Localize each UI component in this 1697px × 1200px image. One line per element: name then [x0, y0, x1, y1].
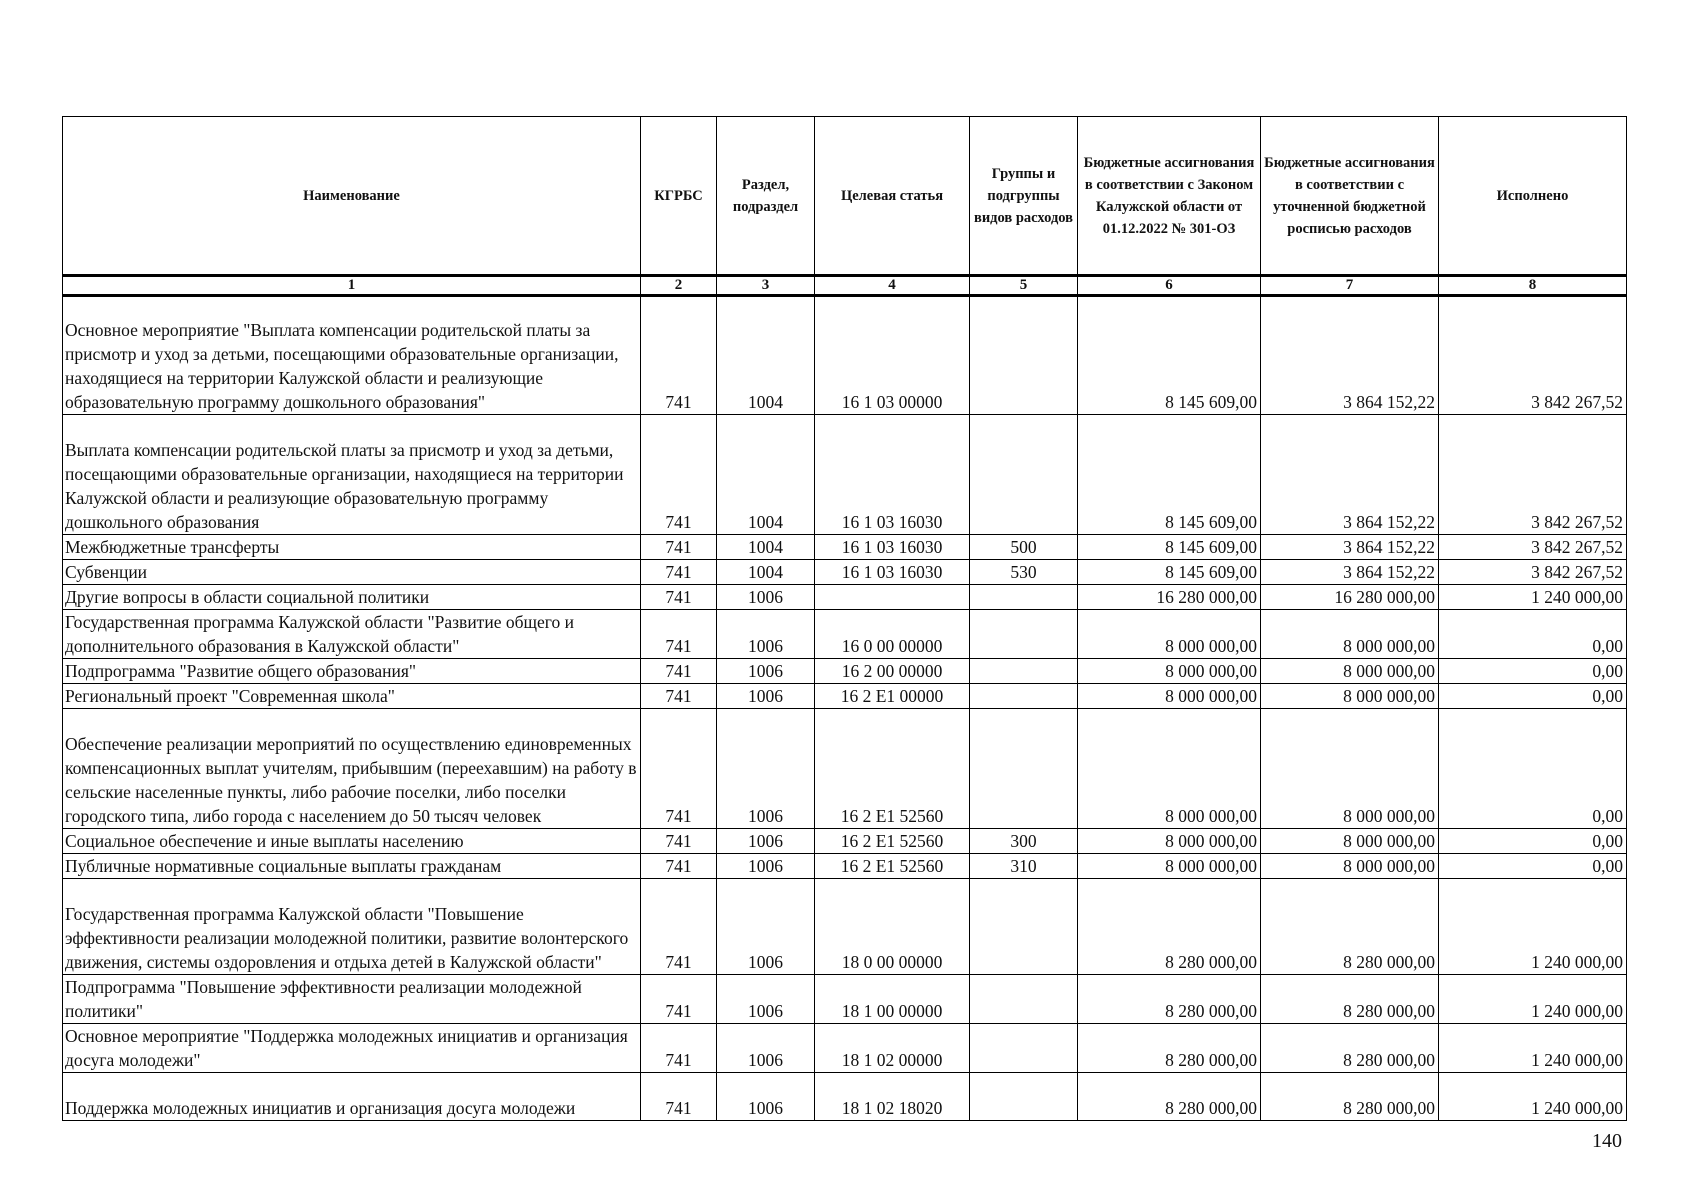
cell-vid: 300	[970, 829, 1078, 854]
table-row	[63, 585, 1627, 610]
cell-name: Государственная программа Калужской области "Повышение эффективности реализации молодежной политики, развитие волонтерского движения, системы оздоровления и отдыха детей в Калужской области"	[63, 879, 641, 975]
cell-vid	[970, 1024, 1078, 1073]
cell-ispolneno: 1 240 000,00	[1439, 1024, 1627, 1073]
table-row	[63, 975, 1627, 1024]
cell-rospis: 8 000 000,00	[1261, 659, 1439, 684]
cell-razdel: 1006	[717, 709, 815, 829]
cell-name: Обеспечение реализации мероприятий по осуществлению единовременных компенсационных выплат учителям, прибывшим (переехавшим) на работу в сельские населенные пункты, либо рабочие поселки, либо поселки городского типа, либо города с населением до 50 тысяч человек	[63, 709, 641, 829]
column-number: 7	[1261, 276, 1439, 296]
cell-vid: 500	[970, 535, 1078, 560]
cell-zakon: 8 280 000,00	[1078, 1073, 1261, 1121]
table-row	[63, 709, 1627, 829]
cell-name: Подпрограмма "Развитие общего образования"	[63, 659, 641, 684]
cell-kgrbs: 741	[641, 610, 717, 659]
cell-rospis: 16 280 000,00	[1261, 585, 1439, 610]
cell-celevaya: 18 1 02 00000	[815, 1024, 970, 1073]
cell-name: Основное мероприятие "Выплата компенсации родительской платы за присмотр и уход за детьми, посещающими образовательные организации, находящиеся на территории Калужской области и реализующие образовательную программу дошкольного образования"	[63, 296, 641, 415]
header-ispolneno: Исполнено	[1439, 117, 1627, 276]
cell-name: Основное мероприятие "Поддержка молодежных инициатив и организация досуга молодежи"	[63, 1024, 641, 1073]
cell-name: Региональный проект "Современная школа"	[63, 684, 641, 709]
cell-name: Социальное обеспечение и иные выплаты населению	[63, 829, 641, 854]
cell-zakon: 8 000 000,00	[1078, 610, 1261, 659]
cell-zakon: 8 000 000,00	[1078, 829, 1261, 854]
cell-name: Государственная программа Калужской области "Развитие общего и дополнительного образования в Калужской области"	[63, 610, 641, 659]
cell-ispolneno: 0,00	[1439, 709, 1627, 829]
cell-zakon: 8 000 000,00	[1078, 684, 1261, 709]
cell-celevaya: 18 0 00 00000	[815, 879, 970, 975]
cell-vid: 310	[970, 854, 1078, 879]
table-row	[63, 1024, 1627, 1073]
cell-kgrbs: 741	[641, 560, 717, 585]
cell-rospis: 8 280 000,00	[1261, 975, 1439, 1024]
header-zakon: Бюджетные ассигнования в соответствии с Законом Калужской области от 01.12.2022 № 301-ОЗ	[1078, 117, 1261, 276]
cell-kgrbs: 741	[641, 975, 717, 1024]
table-row	[63, 879, 1627, 975]
column-number: 5	[970, 276, 1078, 296]
table-row	[63, 535, 1627, 560]
cell-ispolneno: 3 842 267,52	[1439, 535, 1627, 560]
cell-kgrbs: 741	[641, 659, 717, 684]
cell-name: Поддержка молодежных инициатив и организация досуга молодежи	[63, 1073, 641, 1121]
cell-kgrbs: 741	[641, 1073, 717, 1121]
header-rospis: Бюджетные ассигнования в соответствии с уточненной бюджетной росписью расходов	[1261, 117, 1439, 276]
cell-celevaya	[815, 585, 970, 610]
column-number: 4	[815, 276, 970, 296]
cell-razdel: 1006	[717, 610, 815, 659]
cell-vid	[970, 415, 1078, 535]
cell-rospis: 3 864 152,22	[1261, 296, 1439, 415]
cell-vid	[970, 610, 1078, 659]
cell-name: Публичные нормативные социальные выплаты гражданам	[63, 854, 641, 879]
cell-rospis: 8 280 000,00	[1261, 1024, 1439, 1073]
cell-kgrbs: 741	[641, 415, 717, 535]
cell-celevaya: 16 2 E1 52560	[815, 854, 970, 879]
cell-zakon: 8 280 000,00	[1078, 975, 1261, 1024]
budget-table-container	[62, 116, 1627, 1121]
cell-razdel: 1006	[717, 1073, 815, 1121]
cell-zakon: 8 145 609,00	[1078, 415, 1261, 535]
cell-vid: 530	[970, 560, 1078, 585]
cell-kgrbs: 741	[641, 1024, 717, 1073]
cell-vid	[970, 684, 1078, 709]
table-row	[63, 415, 1627, 535]
cell-rospis: 8 000 000,00	[1261, 709, 1439, 829]
cell-kgrbs: 741	[641, 296, 717, 415]
cell-rospis: 8 000 000,00	[1261, 854, 1439, 879]
cell-vid	[970, 1073, 1078, 1121]
cell-celevaya: 16 1 03 00000	[815, 296, 970, 415]
cell-name: Подпрограмма "Повышение эффективности реализации молодежной политики"	[63, 975, 641, 1024]
header-razdel: Раздел, подраздел	[717, 117, 815, 276]
table-row	[63, 296, 1627, 415]
cell-zakon: 8 145 609,00	[1078, 296, 1261, 415]
cell-ispolneno: 3 842 267,52	[1439, 415, 1627, 535]
cell-vid	[970, 709, 1078, 829]
cell-vid	[970, 879, 1078, 975]
header-row	[63, 117, 1627, 276]
column-number-row	[63, 276, 1627, 296]
cell-razdel: 1006	[717, 1024, 815, 1073]
cell-name: Другие вопросы в области социальной политики	[63, 585, 641, 610]
cell-kgrbs: 741	[641, 709, 717, 829]
cell-kgrbs: 741	[641, 879, 717, 975]
cell-celevaya: 16 2 00 00000	[815, 659, 970, 684]
cell-ispolneno: 1 240 000,00	[1439, 1073, 1627, 1121]
column-number: 2	[641, 276, 717, 296]
cell-zakon: 8 000 000,00	[1078, 659, 1261, 684]
header-celevaya: Целевая статья	[815, 117, 970, 276]
cell-rospis: 8 000 000,00	[1261, 684, 1439, 709]
header-name: Наименование	[63, 117, 641, 276]
cell-ispolneno: 3 842 267,52	[1439, 296, 1627, 415]
table-row	[63, 854, 1627, 879]
cell-rospis: 8 280 000,00	[1261, 1073, 1439, 1121]
cell-zakon: 8 145 609,00	[1078, 560, 1261, 585]
table-row	[63, 1073, 1627, 1121]
cell-zakon: 16 280 000,00	[1078, 585, 1261, 610]
cell-zakon: 8 280 000,00	[1078, 879, 1261, 975]
cell-vid	[970, 296, 1078, 415]
cell-celevaya: 18 1 00 00000	[815, 975, 970, 1024]
page-number: 140	[1592, 1130, 1622, 1152]
cell-rospis: 3 864 152,22	[1261, 415, 1439, 535]
cell-ispolneno: 0,00	[1439, 829, 1627, 854]
column-number: 3	[717, 276, 815, 296]
table-row	[63, 684, 1627, 709]
cell-ispolneno: 0,00	[1439, 610, 1627, 659]
column-number: 8	[1439, 276, 1627, 296]
cell-vid	[970, 975, 1078, 1024]
cell-razdel: 1006	[717, 829, 815, 854]
cell-zakon: 8 145 609,00	[1078, 535, 1261, 560]
cell-celevaya: 16 2 E1 00000	[815, 684, 970, 709]
cell-name: Межбюджетные трансферты	[63, 535, 641, 560]
table-row	[63, 610, 1627, 659]
cell-zakon: 8 280 000,00	[1078, 1024, 1261, 1073]
budget-table	[62, 116, 1627, 1121]
header-kgrbs: КГРБС	[641, 117, 717, 276]
cell-razdel: 1006	[717, 975, 815, 1024]
cell-kgrbs: 741	[641, 585, 717, 610]
cell-razdel: 1004	[717, 535, 815, 560]
cell-ispolneno: 1 240 000,00	[1439, 879, 1627, 975]
cell-ispolneno: 0,00	[1439, 659, 1627, 684]
cell-razdel: 1004	[717, 296, 815, 415]
table-row	[63, 659, 1627, 684]
cell-celevaya: 18 1 02 18020	[815, 1073, 970, 1121]
cell-kgrbs: 741	[641, 535, 717, 560]
cell-kgrbs: 741	[641, 684, 717, 709]
table-body	[63, 296, 1627, 1121]
cell-ispolneno: 1 240 000,00	[1439, 585, 1627, 610]
cell-ispolneno: 0,00	[1439, 854, 1627, 879]
cell-celevaya: 16 2 E1 52560	[815, 829, 970, 854]
cell-vid	[970, 585, 1078, 610]
cell-name: Выплата компенсации родительской платы за присмотр и уход за детьми, посещающими образовательные организации, находящиеся на территории Калужской области и реализующие образовательную программу дошкольного образования	[63, 415, 641, 535]
cell-celevaya: 16 1 03 16030	[815, 535, 970, 560]
cell-ispolneno: 0,00	[1439, 684, 1627, 709]
column-number: 6	[1078, 276, 1261, 296]
table-row	[63, 560, 1627, 585]
cell-celevaya: 16 2 E1 52560	[815, 709, 970, 829]
cell-celevaya: 16 0 00 00000	[815, 610, 970, 659]
cell-ispolneno: 3 842 267,52	[1439, 560, 1627, 585]
cell-rospis: 8 280 000,00	[1261, 879, 1439, 975]
column-number: 1	[63, 276, 641, 296]
cell-razdel: 1006	[717, 879, 815, 975]
cell-kgrbs: 741	[641, 854, 717, 879]
cell-razdel: 1004	[717, 415, 815, 535]
cell-zakon: 8 000 000,00	[1078, 854, 1261, 879]
table-row	[63, 829, 1627, 854]
cell-razdel: 1006	[717, 659, 815, 684]
header-vid: Группы и подгруппы видов расходов	[970, 117, 1078, 276]
cell-razdel: 1006	[717, 854, 815, 879]
cell-celevaya: 16 1 03 16030	[815, 415, 970, 535]
cell-razdel: 1004	[717, 560, 815, 585]
cell-rospis: 8 000 000,00	[1261, 829, 1439, 854]
cell-rospis: 3 864 152,22	[1261, 560, 1439, 585]
cell-kgrbs: 741	[641, 829, 717, 854]
cell-vid	[970, 659, 1078, 684]
cell-razdel: 1006	[717, 585, 815, 610]
cell-rospis: 8 000 000,00	[1261, 610, 1439, 659]
cell-ispolneno: 1 240 000,00	[1439, 975, 1627, 1024]
cell-celevaya: 16 1 03 16030	[815, 560, 970, 585]
cell-name: Субвенции	[63, 560, 641, 585]
cell-rospis: 3 864 152,22	[1261, 535, 1439, 560]
cell-zakon: 8 000 000,00	[1078, 709, 1261, 829]
cell-razdel: 1006	[717, 684, 815, 709]
